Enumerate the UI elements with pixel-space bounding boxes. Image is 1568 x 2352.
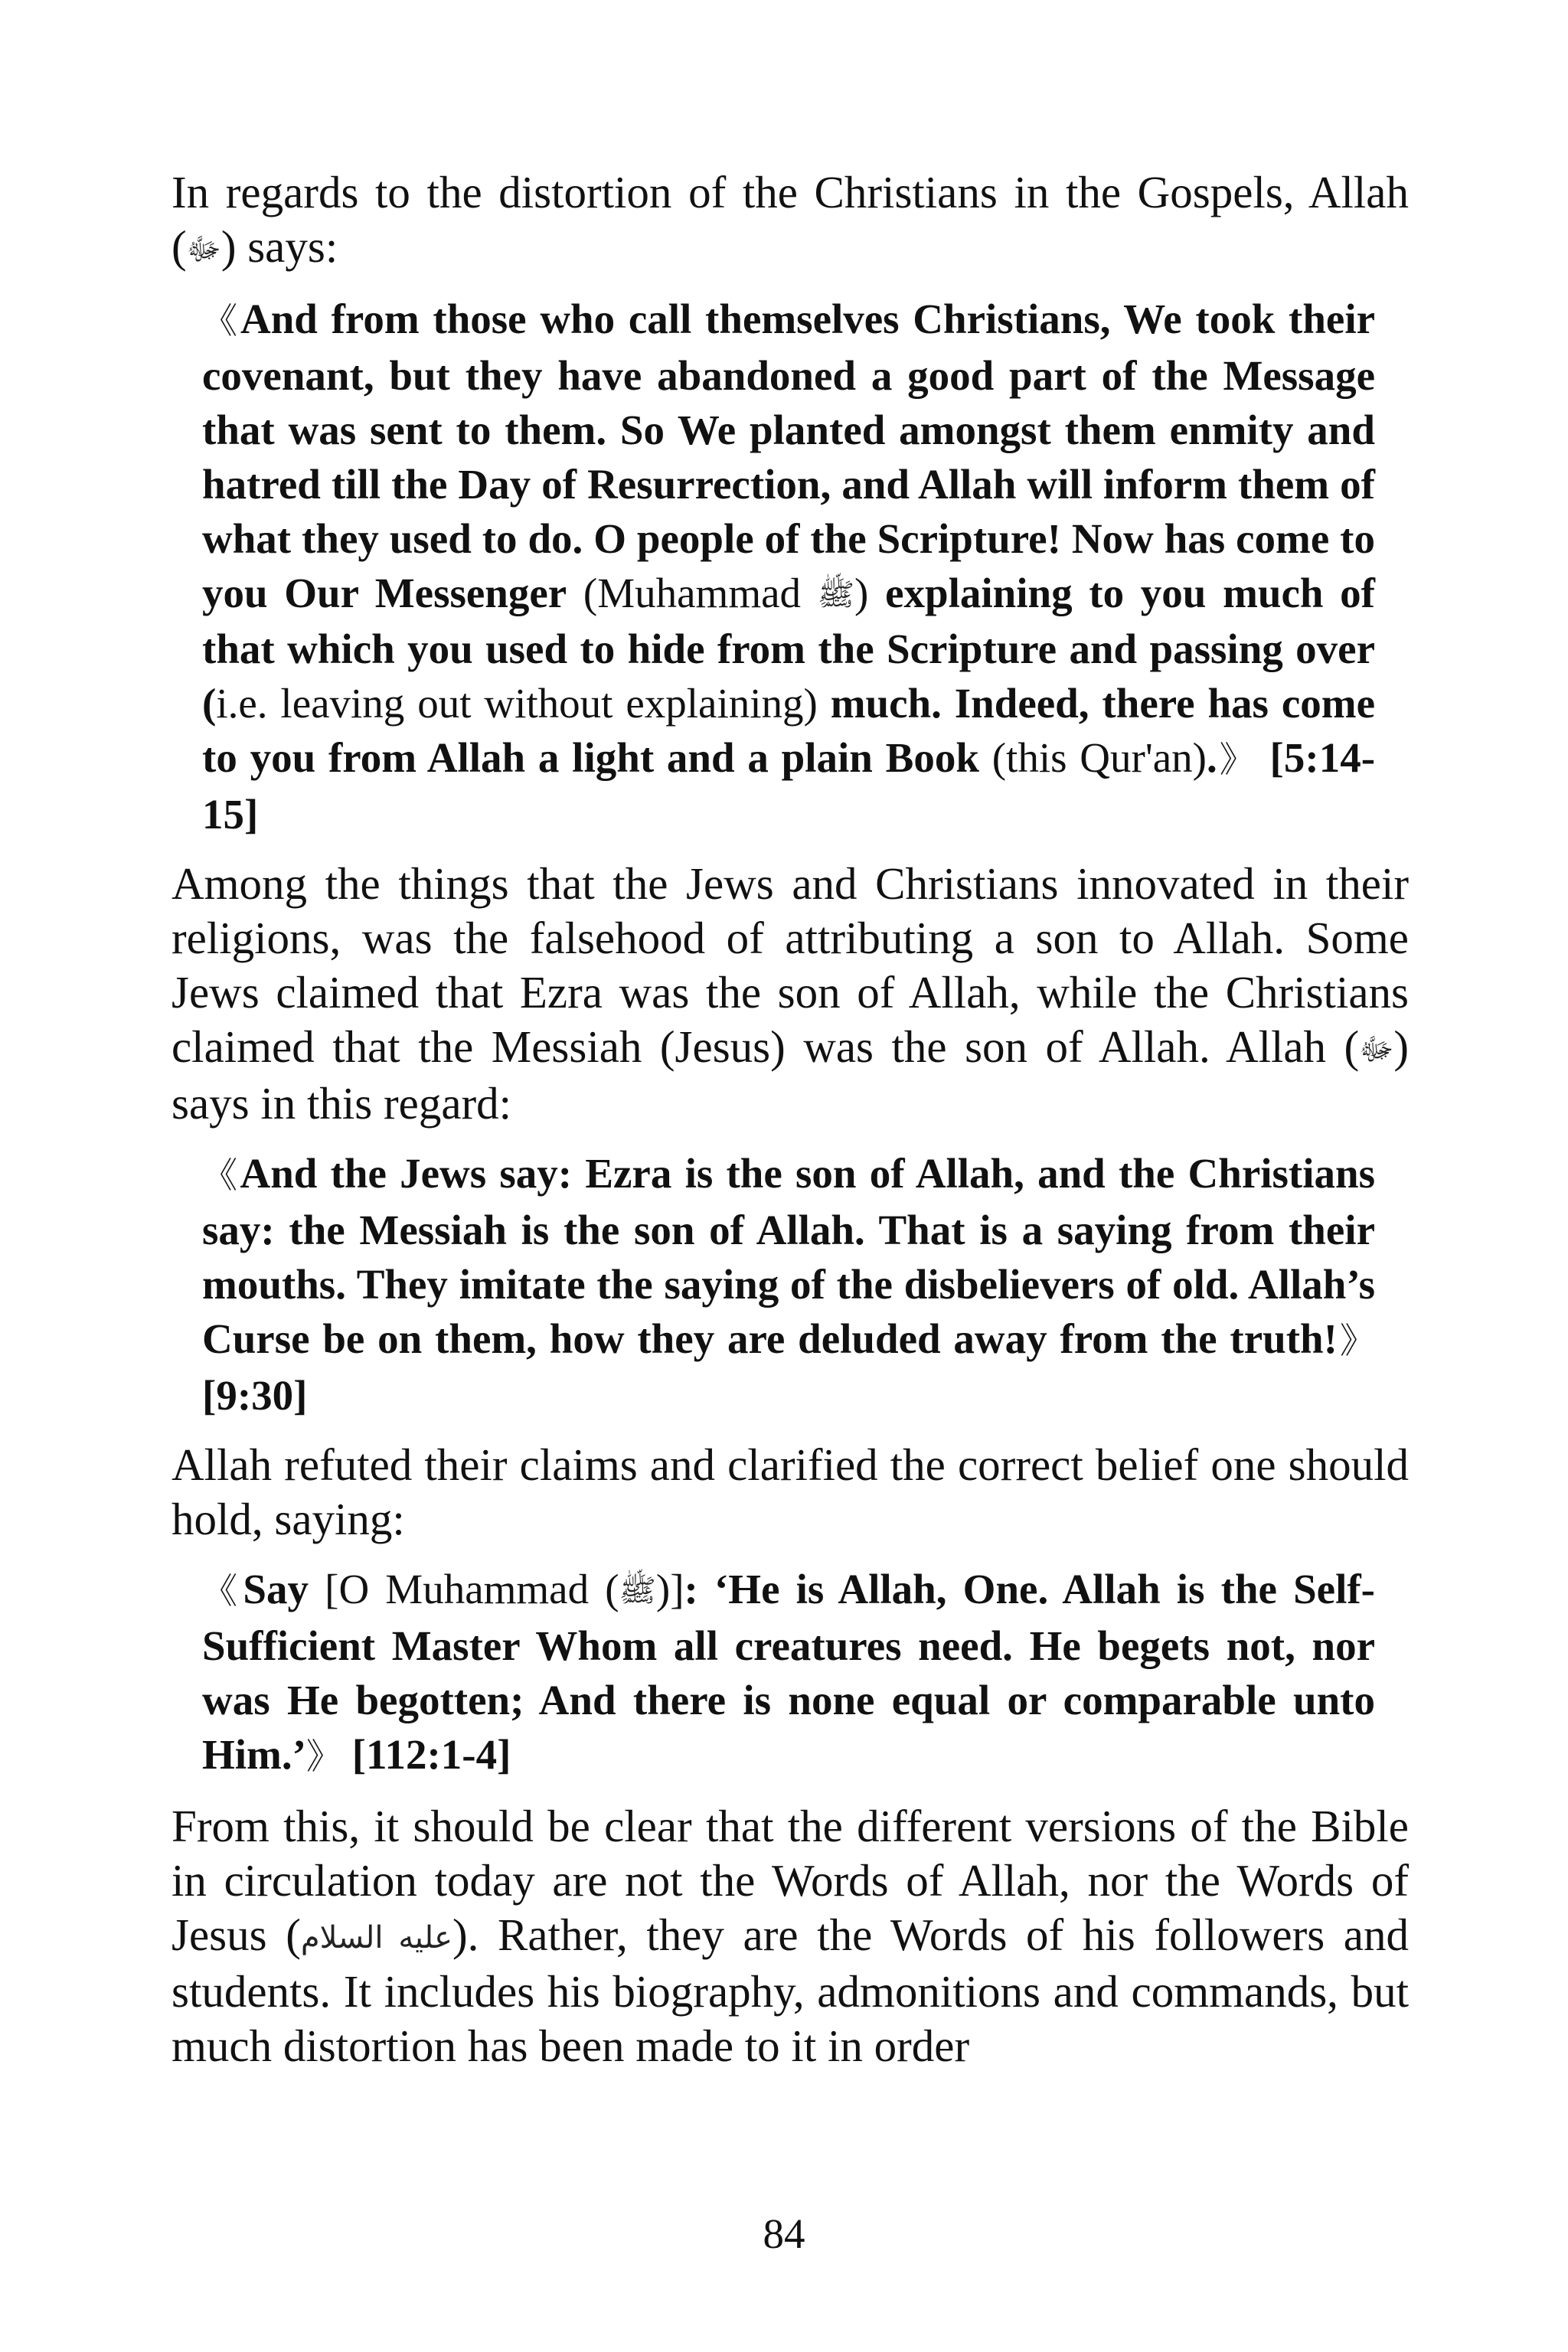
- open-bracket-icon: 《: [202, 1572, 243, 1611]
- v1-text-g: (this Qur'an): [978, 734, 1207, 781]
- p2-text-b: ) says in this regard:: [172, 1021, 1409, 1129]
- v3-text-c: )]: [655, 1566, 684, 1612]
- v1-text-a: And from those who call themselves Christians, We took their covenant, but they have abandoned a good part of the Message that was sent to them. So We planted amongst them enmity and hatred till the Day of Resurrection, and Allah will inform them of what they used to do. O people of the Scripture! Now has come to you Our Messenger: [202, 296, 1376, 616]
- paragraph-son-claims: [172, 857, 1409, 1131]
- p1-text-a: In regards to the distortion of the Christians in the Gospels, Allah (: [172, 167, 1409, 272]
- honorific-glyph: عليه السلام: [300, 1920, 452, 1955]
- v3-text-a: Say: [243, 1566, 309, 1612]
- v3-text-d: : ‘He is Allah, One. Allah is the Self-Sufficient Master Whom all creatures need. He begets not, nor was He begotten; And there is none equal or comparable unto Him.’: [202, 1566, 1375, 1778]
- close-bracket-icon: 》: [1217, 740, 1257, 779]
- v1-text-h: .: [1206, 734, 1217, 781]
- paragraph-bible-versions: [172, 1799, 1409, 2073]
- open-bracket-icon: 《: [202, 1156, 240, 1195]
- verse-reference: [9:30]: [202, 1372, 308, 1419]
- p1-text-b: ) says:: [220, 221, 338, 272]
- paragraph-intro-gospels: [172, 165, 1409, 276]
- v1-text-b: (Muhammad: [567, 570, 818, 616]
- open-bracket-icon: 《: [202, 302, 240, 341]
- verse-reference: [5:14-15]: [202, 734, 1376, 838]
- close-bracket-icon: 》: [1337, 1321, 1375, 1361]
- honorific-glyph: ﷺ: [817, 577, 855, 612]
- page-body: [172, 165, 1409, 2089]
- quran-quote-5-14-15: [202, 292, 1375, 841]
- p2-text-a: Among the things that the Jews and Christians innovated in their religions, was the falsehood of attributing a son to Allah. Some Jews claimed that Ezra was the son of Allah, while the Christians claimed that the Messiah (Jesus) was the son of Allah. Allah (: [172, 858, 1409, 1072]
- p4-text-b: ). Rather, they are the Words of his followers and students. It includes his biography, admonitions and commands, but much distortion has been made to it in order: [172, 1909, 1409, 2071]
- p3-text: Allah refuted their claims and clarified the correct belief one should hold, saying:: [172, 1439, 1409, 1544]
- honorific-glyph: ﷺ: [619, 1573, 656, 1608]
- v1-text-e: i.e. leaving out without explaining): [216, 680, 818, 727]
- quran-quote-9-30: [202, 1146, 1375, 1423]
- v1-text-f: much. Indeed, there has come to you from Allah a light and a plain Book: [202, 680, 1375, 781]
- quran-quote-112-1-4: [202, 1562, 1375, 1784]
- v1-text-d: explaining to you much of that which you used to hide from the Scripture and passing over (: [202, 570, 1375, 727]
- close-bracket-icon: 》: [305, 1737, 341, 1776]
- v1-text-c: ): [854, 570, 869, 616]
- verse-reference: [112:1-4]: [341, 1731, 511, 1778]
- page-number: 84: [763, 2210, 805, 2257]
- paragraph-refutation: [172, 1438, 1409, 1547]
- p4-text-a: From this, it should be clear that the different versions of the Bible in circulation today are not the Words of Allah, nor the Words of Jesus (: [172, 1801, 1409, 1960]
- v3-text-b: [O Muhammad (: [308, 1566, 619, 1612]
- honorific-glyph: ﷻ: [1359, 1032, 1394, 1067]
- v2-text-a: And the Jews say: Ezra is the son of Allah, and the Christians say: the Messiah is the son of Allah. That is a saying from their mouths. They imitate the saying of the disbelievers of old. Allah’s Curse be on them, how they are deluded away from the truth!: [202, 1150, 1376, 1362]
- honorific-glyph: ﷻ: [186, 232, 221, 266]
